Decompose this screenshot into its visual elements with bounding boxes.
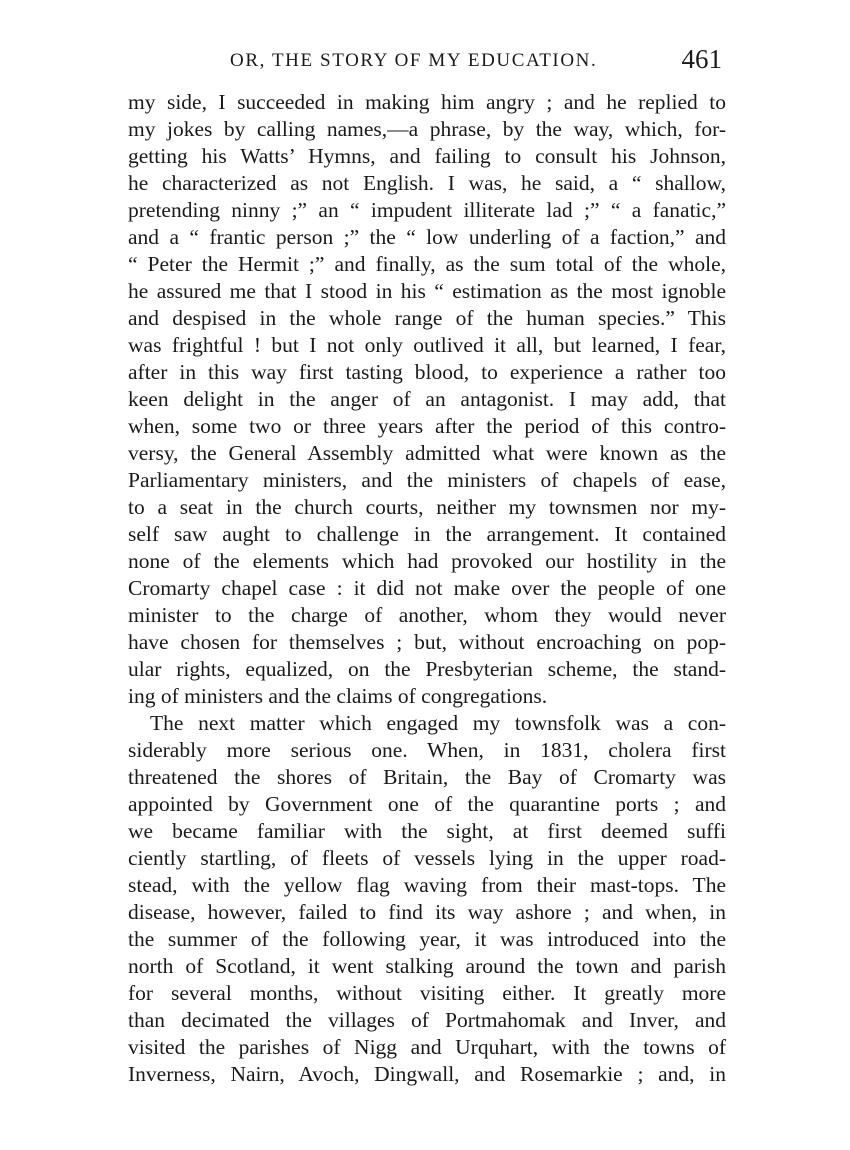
text-line: stead, with the yellow flag waving from their mast-tops. The	[128, 873, 726, 897]
text-line: pretending ninny ;” an “ impudent illiterate lad ;” “ a fanatic,”	[128, 198, 726, 222]
text-line: Parliamentary ministers, and the ministers of chapels of ease,	[128, 468, 726, 492]
text-line: we became familiar with the sight, at first deemed suffi	[128, 819, 726, 843]
text-line: appointed by Government one of the quarantine ports ; and	[128, 792, 726, 816]
text-line: none of the elements which had provoked our hostility in the	[128, 549, 726, 573]
page-number: 461	[681, 44, 722, 74]
text-line: have chosen for themselves ; but, without encroaching on pop-	[128, 630, 726, 654]
body-text	[128, 89, 726, 1088]
text-line: Cromarty chapel case : it did not make over the people of one	[128, 576, 726, 600]
text-line: after in this way first tasting blood, to experience a rather too	[128, 360, 726, 384]
text-line: visited the parishes of Nigg and Urquhart, with the towns of	[128, 1035, 726, 1059]
text-line: minister to the charge of another, whom they would never	[128, 603, 726, 627]
text-line: versy, the General Assembly admitted what were known as the	[128, 441, 726, 465]
text-line: my jokes by calling names,—a phrase, by the way, which, for-	[128, 117, 726, 141]
text-line: disease, however, failed to find its way ashore ; and when, in	[128, 900, 726, 924]
text-line: and despised in the whole range of the human species.” This	[128, 306, 726, 330]
text-line: “ Peter the Hermit ;” and finally, as the sum total of the whole,	[128, 252, 726, 276]
running-title: OR, THE STORY OF MY EDUCATION.	[230, 50, 598, 71]
paragraph-end-line: ing of ministers and the claims of congregations.	[128, 684, 548, 708]
text-line: Inverness, Nairn, Avoch, Dingwall, and Rosemarkie ; and, in	[128, 1062, 726, 1086]
text-line: north of Scotland, it went stalking around the town and parish	[128, 954, 726, 978]
text-line: ular rights, equalized, on the Presbyterian scheme, the stand-	[128, 657, 726, 681]
text-line: and a “ frantic person ;” the “ low underling of a faction,” and	[128, 225, 726, 249]
running-head	[128, 44, 728, 78]
text-line: when, some two or three years after the period of this contro-	[128, 414, 726, 438]
text-line: getting his Watts’ Hymns, and failing to consult his Johnson,	[128, 144, 726, 168]
text-line: threatened the shores of Britain, the Bay of Cromarty was	[128, 765, 726, 789]
text-line: for several months, without visiting either. It greatly more	[128, 981, 726, 1005]
text-line: keen delight in the anger of an antagonist. I may add, that	[128, 387, 726, 411]
text-line: the summer of the following year, it was introduced into the	[128, 927, 726, 951]
text-line: my side, I succeeded in making him angry ; and he replied to	[128, 90, 726, 114]
paragraph-start-line: The next matter which engaged my townsfolk was a con-	[150, 711, 726, 735]
text-line: self saw aught to challenge in the arrangement. It contained	[128, 522, 726, 546]
text-line: he assured me that I stood in his “ estimation as the most ignoble	[128, 279, 726, 303]
text-line: than decimated the villages of Portmahomak and Inver, and	[128, 1008, 726, 1032]
text-line: to a seat in the church courts, neither my townsmen nor my-	[128, 495, 726, 519]
text-line: was frightful ! but I not only outlived it all, but learned, I fear,	[128, 333, 726, 357]
text-line: siderably more serious one. When, in 1831, cholera first	[128, 738, 726, 762]
text-line: he characterized as not English. I was, he said, a “ shallow,	[128, 171, 726, 195]
text-line: ciently startling, of fleets of vessels lying in the upper road-	[128, 846, 726, 870]
